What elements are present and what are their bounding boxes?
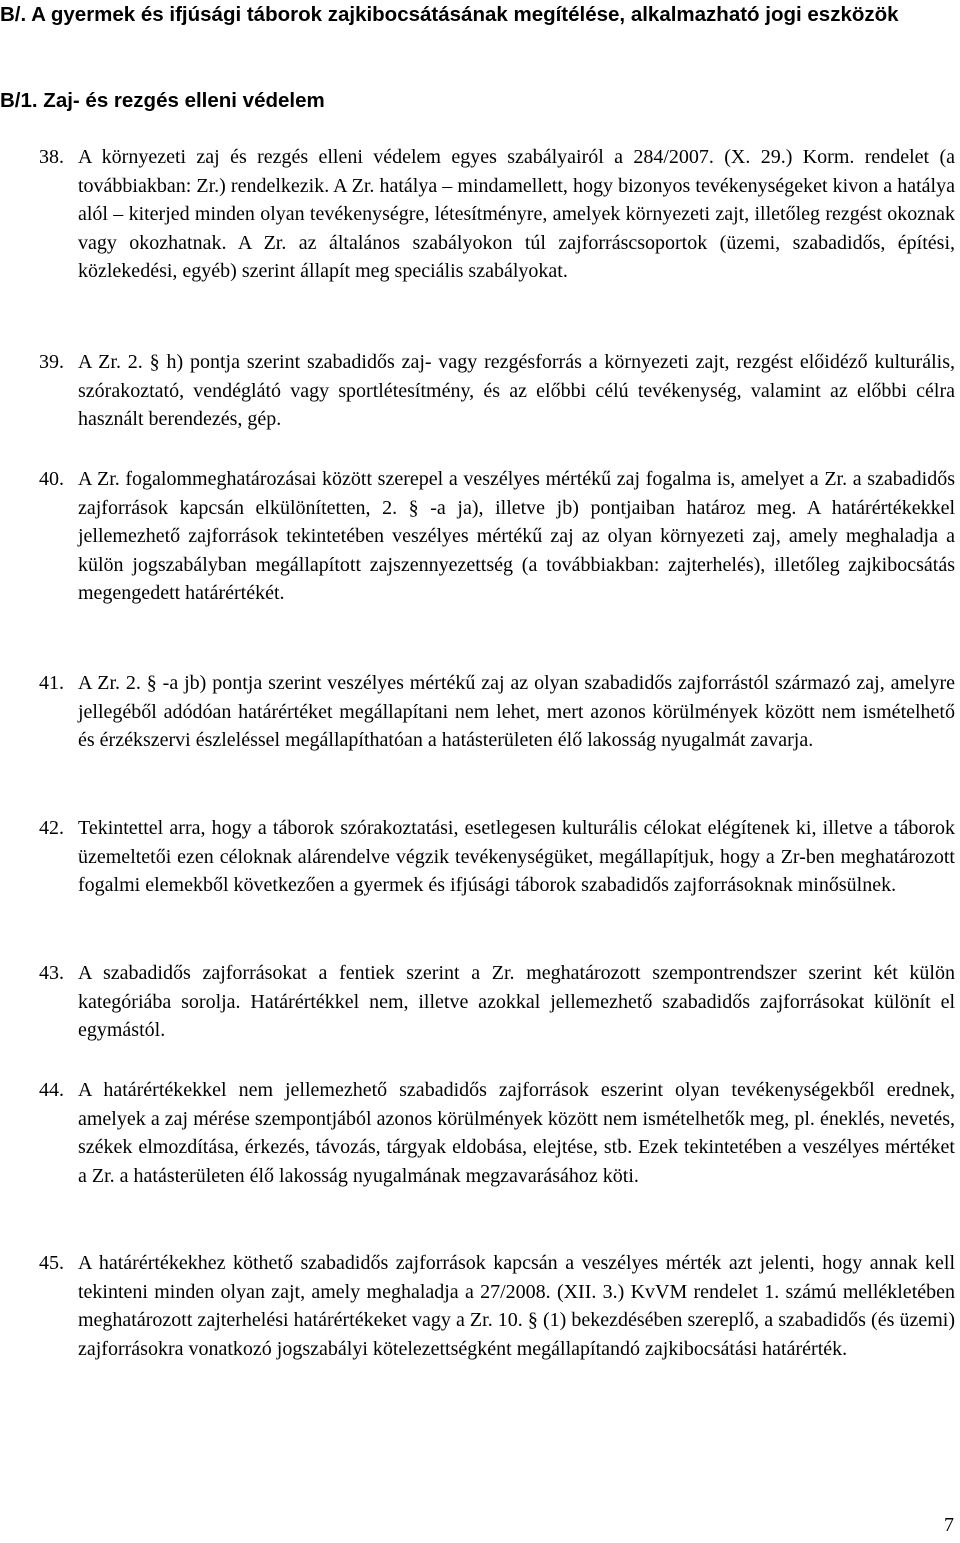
paragraph-text: A környezeti zaj és rezgés elleni védelem egyes szabályairól a 284/2007. (X. 29.) Korm. rendelet (a továbbiakban: Zr.) rendelkezik. A Zr. hatálya – mindamellett, hogy bizonyos tevékenységeket kivon a hatálya alól – kiterjed minden olyan tevékenységre, létesítményre, amelyek környezeti zajt, illetőleg rezgést okoznak vagy okozhatnak. A Zr. az általános szabályokon túl zajforráscsoportok (üzemi, szabadidős, építési, közlekedési, egyéb) szerint állapít meg speciális szabályokat. (78, 146, 955, 283)
paragraph-38 (39, 143, 955, 286)
paragraph-41 (39, 669, 955, 755)
paragraph-number: 45. (39, 1252, 64, 1274)
paragraph-text: A határértékekkel nem jellemezhető szabadidős zajforrások eszerint olyan tevékenységekből erednek, amelyek a zaj mérése szempontjából azonos körülmények között nem ismételhetők meg, pl. éneklés, nevetés, székek elmozdítása, érkezés, távozás, tárgyak eldobása, elejtése, stb. Ezek tekintetében a veszélyes mértéket a Zr. a hatásterületen élő lakosság nyugalmának megzavarásához köti. (78, 1079, 955, 1187)
paragraph-44 (39, 1076, 955, 1190)
paragraph-text: A Zr. 2. § h) pontja szerint szabadidős zaj- vagy rezgésforrás a környezeti zajt, rezgést előidéző kulturális, szórakoztató, vendéglátó vagy sportlétesítmény, és az előbbi célú tevékenység, valamint az előbbi célra használt berendezés, gép. (78, 351, 955, 431)
subsection-heading: B/1. Zaj- és rezgés elleni védelem (0, 89, 325, 112)
paragraph-number: 44. (39, 1079, 64, 1101)
paragraph-text: A határértékekhez köthető szabadidős zajforrások kapcsán a veszélyes mérték azt jelenti, hogy annak kell tekinteni minden olyan zajt, amely meghaladja a 27/2008. (XII. 3.) KvVM rendelet 1. számú mellékletében meghatározott zajterhelési határértékeket vagy a Zr. 10. § (1) bekezdésében szereplő, a szabadidős (és üzemi) zajforrásokra vonatkozó jogszabályi kötelezettségként megállapítandó zajkibocsátási határérték. (78, 1252, 955, 1360)
paragraph-42 (39, 814, 955, 900)
paragraph-text: A Zr. 2. § -a jb) pontja szerint veszélyes mértékű zaj az olyan szabadidős zajforrástól származó zaj, amelyre jellegéből adódóan határértéket megállapítani nem lehet, mert azonos körülmények között nem ismételhető és érzékszervi észleléssel megállapíthatóan a hatásterületen élő lakosság nyugalmát zavarja. (78, 672, 955, 752)
paragraph-39 (39, 348, 955, 434)
paragraph-number: 43. (39, 962, 64, 984)
paragraph-number: 40. (39, 468, 64, 490)
paragraph-45 (39, 1249, 955, 1363)
paragraph-40 (39, 465, 955, 608)
paragraph-number: 38. (39, 146, 64, 168)
paragraph-text: A Zr. fogalommeghatározásai között szerepel a veszélyes mértékű zaj fogalma is, amelyet a Zr. a szabadidős zajforrások kapcsán elkülönítetten, 2. § -a ja), illetve jb) pontjaiban határoz meg. A határértékekkel jellemezhető zajforrások tekintetében veszélyes mértékű zaj az olyan környezeti zaj, amely meghaladja a külön jogszabályban megállapított zajszennyezettség (a továbbiakban: zajterhelés), illetőleg zajkibocsátás megengedett határértékét. (78, 468, 955, 605)
paragraph-43 (39, 959, 955, 1045)
paragraph-text: A szabadidős zajforrásokat a fentiek szerint a Zr. meghatározott szempontrendszer szerint két külön kategóriába sorolja. Határértékkel nem, illetve azokkal jellemezhető szabadidős zajforrásokat különít el egymástól. (78, 962, 955, 1042)
paragraph-number: 39. (39, 351, 64, 373)
paragraph-number: 41. (39, 672, 64, 694)
paragraph-text: Tekintettel arra, hogy a táborok szórakoztatási, esetlegesen kulturális célokat elégítenek ki, illetve a táborok üzemeltetői ezen céloknak alárendelve végzik tevékenységüket, megállapítjuk, hogy a Zr-ben meghatározott fogalmi elemekből következően a gyermek és ifjúsági táborok szabadidős zajforrásoknak minősülnek. (78, 817, 955, 897)
page-number: 7 (944, 1514, 954, 1536)
paragraph-number: 42. (39, 817, 64, 839)
section-heading: B/. A gyermek és ifjúsági táborok zajkibocsátásának megítélése, alkalmazható jogi eszközök (0, 3, 899, 26)
